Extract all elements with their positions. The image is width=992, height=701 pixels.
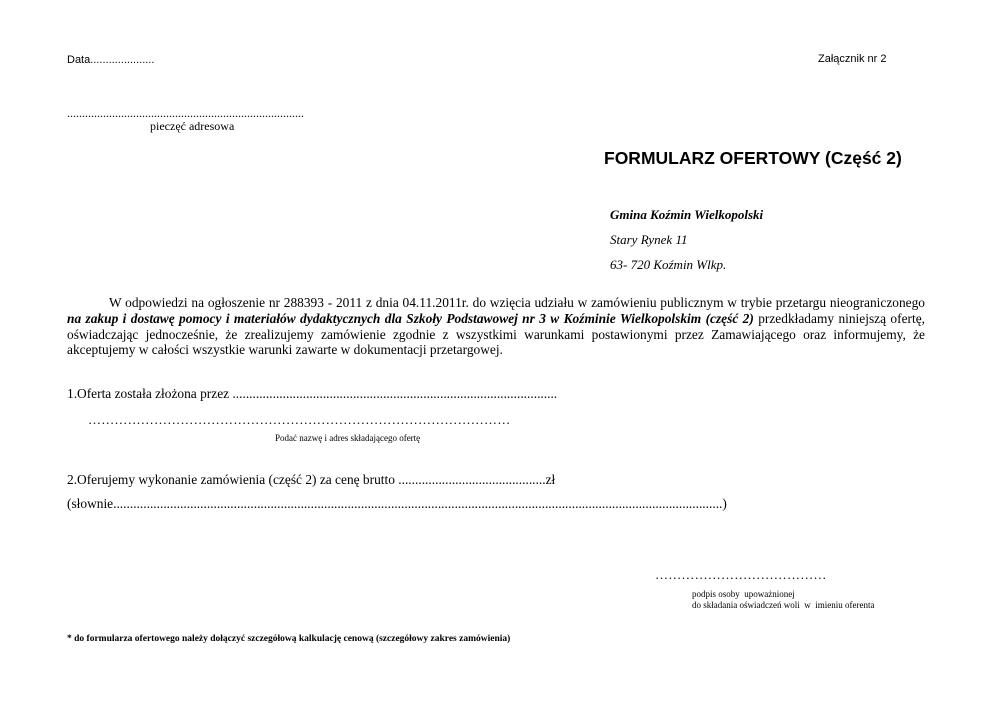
recipient-street: Stary Rynek 11 [610,232,688,247]
recipient-city: 63- 720 Koźmin Wlkp. [610,257,727,272]
offer-by-dotted-line: …………………………………………………………………………………… [88,412,511,427]
stamp-dotted-line: ............................................................................... [67,106,304,120]
offer-by-caption: Podać nazwę i adres składającego ofertę [275,433,421,443]
page-title: FORMULARZ OFERTOWY (Część 2) [604,148,902,168]
price-field: 2.Oferujemy wykonanie zamówienia (część 2) za cenę brutto ............................................zł [67,472,556,487]
recipient-name: Gmina Koźmin Wielkopolski [610,207,764,222]
offer-by-field: 1.Oferta została złożona przez ................................................................................................. [67,386,558,401]
price-in-words-field: (słownie......................................................................................................................................................................................) [67,496,727,511]
signature-dotted-line: ………………………………… [655,567,827,582]
intro-text-part2: przedkładamy niniejszą ofertę, oświadczając jednocześnie, że zrealizujemy zamówienie zgodnie z wszystkimi warunkami postawionymi przez Zamawiającego oraz informujemy, że akceptujemy w całości wszystkie warunki zawarte w dokumentacji przetargowej. [67,310,925,358]
stamp-caption: pieczęć adresowa [150,119,235,133]
intro-text-part1: W odpowiedzi na ogłoszenie nr 288393 - 2011 z dnia 04.11.2011r. do wzięcia udziału w zamówieniu publicznym w trybie przetargu nieograniczonego [109,295,925,310]
signature-caption: podpis osoby upoważnionej do składania oświadczeń woli w imieniu oferenta [692,589,875,610]
intro-paragraph [67,295,925,358]
intro-subject-bold: na zakup i dostawę pomocy i materiałów dydaktycznych dla Szkoły Podstawowej nr 3 w Koźminie Wielkopolskim (część 2) [67,310,754,326]
footnote: * do formularza ofertowego należy dołączyć szczegółową kalkulację cenową (szczegółowy zakres zamówienia) [67,634,511,644]
date-field: Data..................... [67,54,155,66]
attachment-label: Załącznik nr 2 [818,53,887,65]
